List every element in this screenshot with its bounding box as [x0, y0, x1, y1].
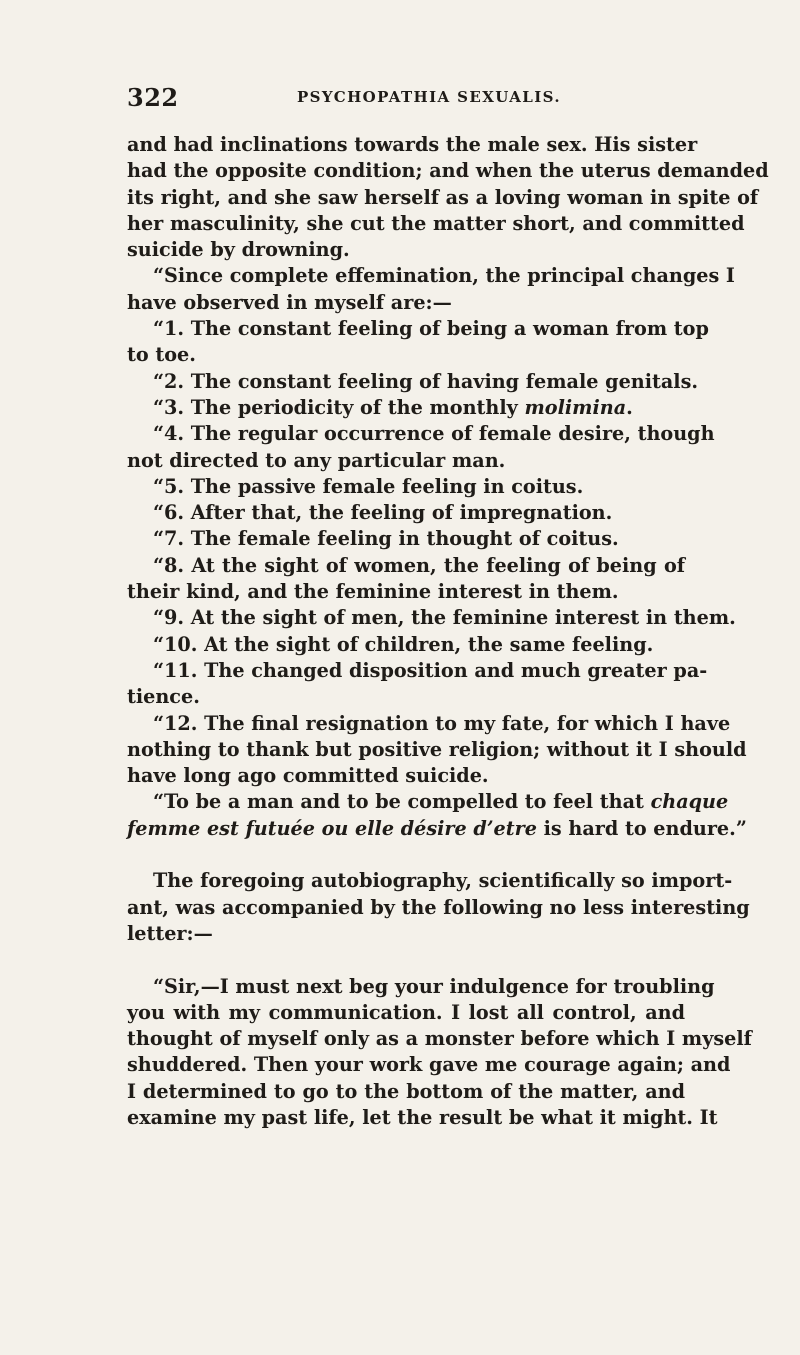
- text-run: “3. The periodicity of the monthly: [153, 395, 525, 419]
- list-item: “4. The regular occurrence of female desire, though: [153, 422, 715, 446]
- text-line: “Since complete effemination, the principal changes I: [153, 264, 735, 288]
- text-line: ant, was accompanied by the following no less interesting: [127, 895, 750, 919]
- text-line: have long ago committed suicide.: [127, 764, 489, 788]
- text-line: [127, 789, 729, 815]
- body-text: [127, 132, 769, 1131]
- list-item: “9. At the sight of men, the feminine interest in them.: [153, 606, 736, 630]
- list-item: “8. At the sight of women, the feeling of being of: [153, 553, 685, 577]
- text-line: shuddered. Then your work gave me courage again; and: [127, 1053, 731, 1077]
- text-run: is hard to endure.”: [536, 816, 747, 840]
- text-line: its right, and she saw herself as a loving woman in spite of: [127, 185, 759, 209]
- list-item: “11. The changed disposition and much greater pa-: [153, 658, 708, 682]
- text-line: suicide by drowning.: [127, 238, 350, 262]
- list-item: [127, 395, 685, 421]
- text-line: to toe.: [127, 343, 196, 367]
- text-line: not directed to any particular man.: [127, 448, 506, 472]
- paragraph-gap: [127, 842, 685, 868]
- page-number: 322: [127, 83, 179, 112]
- text-line: letter:—: [127, 921, 213, 945]
- text-line: nothing to thank but positive religion; without it I should: [127, 737, 747, 761]
- text-line: their kind, and the feminine interest in them.: [127, 580, 619, 604]
- list-item: “5. The passive female feeling in coitus.: [153, 474, 584, 498]
- list-item: “2. The constant feeling of having female genitals.: [153, 369, 699, 393]
- text-line: have observed in myself are:—: [127, 290, 452, 314]
- list-item: “1. The constant feeling of being a woman from top: [153, 317, 709, 341]
- text-line: The foregoing autobiography, scientifically so import-: [153, 869, 733, 893]
- text-run: .: [626, 395, 633, 419]
- list-item: “10. At the sight of children, the same feeling.: [153, 632, 654, 656]
- italic-term: molimina: [524, 395, 627, 419]
- list-item: “6. After that, the feeling of impregnation.: [153, 501, 613, 525]
- text-run: “To be a man and to be compelled to feel that: [153, 790, 651, 814]
- text-line: thought of myself only as a monster before which I myself: [127, 1027, 752, 1051]
- text-line: you with my communication. I lost all control, and: [127, 1000, 685, 1024]
- text-line: had the opposite condition; and when the uterus demanded: [127, 159, 769, 183]
- page-header: [127, 83, 687, 123]
- italic-phrase: femme est futuée ou elle désire d’etre: [127, 816, 537, 840]
- text-line: her masculinity, she cut the matter short, and committed: [127, 211, 745, 235]
- text-line: “Sir,—I must next beg your indulgence for troubling: [153, 974, 715, 998]
- list-item: “12. The final resignation to my fate, for which I have: [153, 711, 731, 735]
- text-line: [127, 816, 747, 842]
- paragraph-gap: [127, 947, 685, 973]
- running-title: PSYCHOPATHIA SEXUALIS.: [297, 88, 561, 106]
- italic-phrase: chaque: [650, 790, 729, 814]
- text-line: tience.: [127, 685, 200, 709]
- text-line: examine my past life, let the result be what it might. It: [127, 1105, 718, 1129]
- text-line: and had inclinations towards the male sex. His sister: [127, 133, 698, 156]
- text-line: I determined to go to the bottom of the matter, and: [127, 1079, 685, 1103]
- list-item: “7. The female feeling in thought of coitus.: [153, 527, 619, 551]
